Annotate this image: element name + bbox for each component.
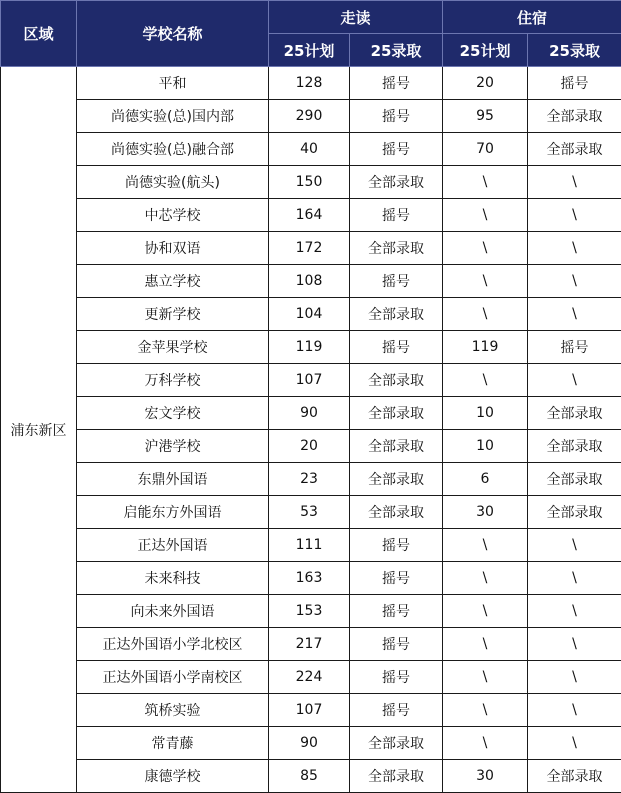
walk-plan-cell: 107 — [269, 364, 350, 397]
board-header: 住宿 — [443, 1, 621, 34]
board-admit-cell: \ — [528, 364, 621, 397]
walk-admit-cell: 全部录取 — [350, 232, 443, 265]
region-header: 区域 — [1, 1, 77, 67]
board-admit-cell: 摇号 — [528, 67, 621, 100]
table-row — [1, 397, 621, 430]
table-row — [1, 628, 621, 661]
board-plan-cell: \ — [443, 364, 528, 397]
school-name-cell: 未来科技 — [77, 562, 269, 595]
walk-admit-cell: 摇号 — [350, 562, 443, 595]
school-name-cell: 宏文学校 — [77, 397, 269, 430]
board-plan-cell: \ — [443, 298, 528, 331]
walk-admit-cell: 摇号 — [350, 694, 443, 727]
table-row — [1, 364, 621, 397]
board-admit-cell: 摇号 — [528, 331, 621, 364]
board-admit-cell: \ — [528, 298, 621, 331]
table-row — [1, 232, 621, 265]
walk-plan-cell: 172 — [269, 232, 350, 265]
table-row — [1, 727, 621, 760]
table-row — [1, 199, 621, 232]
walk-plan-header: 25计划 — [269, 34, 350, 67]
board-admit-cell: \ — [528, 595, 621, 628]
school-name-cell: 协和双语 — [77, 232, 269, 265]
table-row — [1, 430, 621, 463]
board-admit-cell: 全部录取 — [528, 463, 621, 496]
board-admit-cell: 全部录取 — [528, 496, 621, 529]
school-name-cell: 平和 — [77, 67, 269, 100]
board-admit-cell: 全部录取 — [528, 100, 621, 133]
walk-admit-cell: 全部录取 — [350, 166, 443, 199]
table-row — [1, 694, 621, 727]
school-name-cell: 万科学校 — [77, 364, 269, 397]
walk-admit-cell: 摇号 — [350, 100, 443, 133]
school-name-header: 学校名称 — [77, 1, 269, 67]
walk-plan-cell: 128 — [269, 67, 350, 100]
board-plan-cell: \ — [443, 694, 528, 727]
board-plan-cell: 6 — [443, 463, 528, 496]
school-name-cell: 康德学校 — [77, 760, 269, 793]
table-row — [1, 67, 621, 100]
walk-plan-cell: 111 — [269, 529, 350, 562]
walk-admit-cell: 全部录取 — [350, 463, 443, 496]
walk-admit-cell: 全部录取 — [350, 496, 443, 529]
walk-admit-cell: 摇号 — [350, 199, 443, 232]
walk-admit-cell: 摇号 — [350, 265, 443, 298]
board-admit-cell: \ — [528, 529, 621, 562]
board-plan-cell: 20 — [443, 67, 528, 100]
board-admit-cell: \ — [528, 199, 621, 232]
school-name-cell: 更新学校 — [77, 298, 269, 331]
board-admit-cell: 全部录取 — [528, 760, 621, 793]
walk-plan-cell: 217 — [269, 628, 350, 661]
school-name-cell: 向未来外国语 — [77, 595, 269, 628]
board-plan-cell: \ — [443, 265, 528, 298]
board-plan-cell: 95 — [443, 100, 528, 133]
table-row — [1, 760, 621, 793]
board-plan-cell: \ — [443, 199, 528, 232]
walk-admit-cell: 全部录取 — [350, 397, 443, 430]
board-plan-cell: \ — [443, 562, 528, 595]
walk-plan-cell: 90 — [269, 727, 350, 760]
school-name-cell: 正达外国语小学北校区 — [77, 628, 269, 661]
table-row — [1, 496, 621, 529]
walk-admit-cell: 全部录取 — [350, 430, 443, 463]
school-name-cell: 正达外国语小学南校区 — [77, 661, 269, 694]
walk-admit-cell: 摇号 — [350, 661, 443, 694]
school-name-cell: 启能东方外国语 — [77, 496, 269, 529]
walk-plan-cell: 163 — [269, 562, 350, 595]
board-admit-cell: \ — [528, 232, 621, 265]
school-name-cell: 惠立学校 — [77, 265, 269, 298]
walk-admit-cell: 全部录取 — [350, 364, 443, 397]
board-plan-cell: 119 — [443, 331, 528, 364]
table-row — [1, 265, 621, 298]
board-admit-cell: \ — [528, 694, 621, 727]
board-plan-cell: \ — [443, 628, 528, 661]
header-row-top — [1, 1, 621, 34]
board-plan-cell: 70 — [443, 133, 528, 166]
walk-plan-cell: 108 — [269, 265, 350, 298]
board-admit-header: 25录取 — [528, 34, 621, 67]
walk-admit-header: 25录取 — [350, 34, 443, 67]
board-admit-cell: 全部录取 — [528, 397, 621, 430]
table-header — [1, 1, 621, 67]
table-row — [1, 463, 621, 496]
table-row — [1, 595, 621, 628]
board-admit-cell: \ — [528, 727, 621, 760]
board-plan-cell: 10 — [443, 430, 528, 463]
board-plan-cell: \ — [443, 595, 528, 628]
walk-admit-cell: 全部录取 — [350, 298, 443, 331]
walk-admit-cell: 全部录取 — [350, 760, 443, 793]
table-row — [1, 529, 621, 562]
table-row — [1, 331, 621, 364]
walk-admit-cell: 摇号 — [350, 133, 443, 166]
board-admit-cell: \ — [528, 166, 621, 199]
board-plan-cell: \ — [443, 232, 528, 265]
board-plan-cell: 30 — [443, 496, 528, 529]
walk-admit-cell: 摇号 — [350, 529, 443, 562]
board-admit-cell: 全部录取 — [528, 133, 621, 166]
school-name-cell: 常青藤 — [77, 727, 269, 760]
walk-plan-cell: 53 — [269, 496, 350, 529]
walk-admit-cell: 全部录取 — [350, 727, 443, 760]
board-admit-cell: \ — [528, 661, 621, 694]
walk-plan-cell: 150 — [269, 166, 350, 199]
board-plan-cell: \ — [443, 727, 528, 760]
board-admit-cell: 全部录取 — [528, 430, 621, 463]
walk-plan-cell: 164 — [269, 199, 350, 232]
school-name-cell: 尚德实验(总)融合部 — [77, 133, 269, 166]
walk-plan-cell: 23 — [269, 463, 350, 496]
board-plan-cell: \ — [443, 529, 528, 562]
board-plan-header: 25计划 — [443, 34, 528, 67]
school-name-cell: 尚德实验(总)国内部 — [77, 100, 269, 133]
school-name-cell: 筑桥实验 — [77, 694, 269, 727]
school-name-cell: 正达外国语 — [77, 529, 269, 562]
walk-plan-cell: 107 — [269, 694, 350, 727]
walk-admit-cell: 摇号 — [350, 331, 443, 364]
table-row — [1, 100, 621, 133]
walk-plan-cell: 40 — [269, 133, 350, 166]
school-name-cell: 东鼎外国语 — [77, 463, 269, 496]
walk-plan-cell: 20 — [269, 430, 350, 463]
walk-admit-cell: 摇号 — [350, 67, 443, 100]
table-row — [1, 166, 621, 199]
board-plan-cell: 30 — [443, 760, 528, 793]
walk-plan-cell: 85 — [269, 760, 350, 793]
board-plan-cell: 10 — [443, 397, 528, 430]
table-row — [1, 661, 621, 694]
region-cell: 浦东新区 — [1, 67, 77, 793]
table-row — [1, 298, 621, 331]
school-name-cell: 尚德实验(航头) — [77, 166, 269, 199]
walk-admit-cell: 摇号 — [350, 595, 443, 628]
board-plan-cell: \ — [443, 166, 528, 199]
walk-admit-cell: 摇号 — [350, 628, 443, 661]
walk-plan-cell: 104 — [269, 298, 350, 331]
school-name-cell: 中芯学校 — [77, 199, 269, 232]
table-row — [1, 562, 621, 595]
walk-plan-cell: 290 — [269, 100, 350, 133]
walk-plan-cell: 119 — [269, 331, 350, 364]
board-plan-cell: \ — [443, 661, 528, 694]
board-admit-cell: \ — [528, 628, 621, 661]
walk-header: 走读 — [269, 1, 443, 34]
walk-plan-cell: 90 — [269, 397, 350, 430]
walk-plan-cell: 153 — [269, 595, 350, 628]
board-admit-cell: \ — [528, 562, 621, 595]
table-body — [1, 67, 621, 793]
table-row — [1, 133, 621, 166]
board-admit-cell: \ — [528, 265, 621, 298]
school-name-cell: 沪港学校 — [77, 430, 269, 463]
school-name-cell: 金苹果学校 — [77, 331, 269, 364]
walk-plan-cell: 224 — [269, 661, 350, 694]
